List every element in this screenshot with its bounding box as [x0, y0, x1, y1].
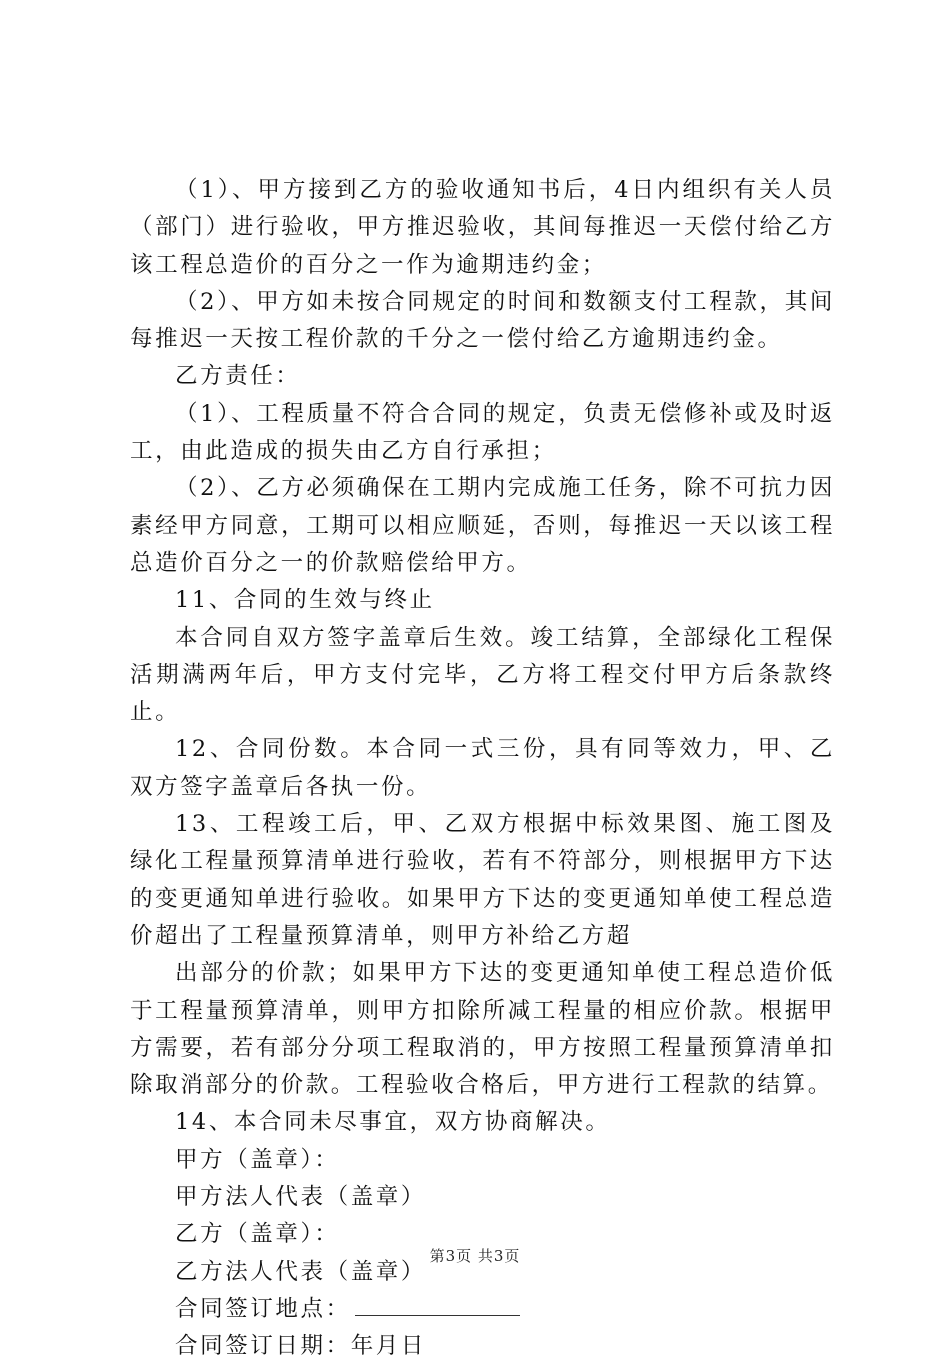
section-14: 14、本合同未尽事宜，双方协商解决。	[175, 1109, 611, 1136]
page-footer: 第3页 共3页	[429, 1247, 521, 1265]
clause-party-b-1: （1）、工程质量不符合合同的规定，负责无偿修补或及时返工，由此造成的损失由乙方自行承担；	[130, 400, 835, 465]
clause-party-b-2: （2）、乙方必须确保在工期内完成施工任务，除不可抗力因素经甲方同意，工期可以相应顺延，否则，每推迟一天以该工程总造价百分之一的价款赔偿给甲方。	[130, 475, 835, 576]
party-b-rep-line: 乙方法人代表（盖章）	[175, 1258, 427, 1285]
document-body	[130, 172, 835, 1366]
clause-party-a-1: （1）、甲方接到乙方的验收通知书后，4日内组织有关人员（部门）进行验收，甲方推迟验收，其间每推迟一天偿付给乙方该工程总造价的百分之一作为逾期违约金；	[130, 177, 835, 278]
signing-place-blank	[355, 1293, 520, 1316]
party-b-seal-line: 乙方（盖章）：	[175, 1221, 340, 1248]
party-a-seal-line: 甲方（盖章）：	[175, 1146, 340, 1173]
section-11-heading: 11、合同的生效与终止	[175, 587, 435, 614]
section-11-body: 本合同自双方签字盖章后生效。竣工结算，全部绿化工程保活期满两年后，甲方支付完毕，乙方将工程交付甲方后条款终止。	[130, 624, 835, 726]
section-12: 12、合同份数。本合同一式三份，具有同等效力，甲、乙双方签字盖章后各执一份。	[130, 736, 835, 800]
party-a-rep-line: 甲方法人代表（盖章）	[175, 1184, 427, 1211]
signing-place-line	[130, 1291, 835, 1328]
signing-place-label: 合同签订地点：	[175, 1295, 351, 1322]
section-13: 13、工程竣工后，甲、乙双方根据中标效果图、施工图及绿化工程量预算清单进行验收，若有不符部分，则根据甲方下达的变更通知单进行验收。如果甲方下达的变更通知单使工程总造价超出了工程量预算清单，则甲方补给乙方超	[130, 811, 835, 949]
signing-date-line: 合同签订日期：年月日	[175, 1333, 427, 1360]
clause-party-a-2: （2）、甲方如未按合同规定的时间和数额支付工程款，其间每推迟一天按工程价款的千分之一偿付给乙方逾期违约金。	[130, 288, 835, 353]
party-b-responsibility-heading: 乙方责任：	[175, 363, 301, 390]
section-13-continued: 出部分的价款；如果甲方下达的变更通知单使工程总造价低于工程量预算清单，则甲方扣除所减工程量的相应价款。根据甲方需要，若有部分分项工程取消的，甲方按照工程量预算清单扣除取消部分的价款。工程验收合格后，甲方进行工程款的结算。	[130, 960, 835, 1099]
